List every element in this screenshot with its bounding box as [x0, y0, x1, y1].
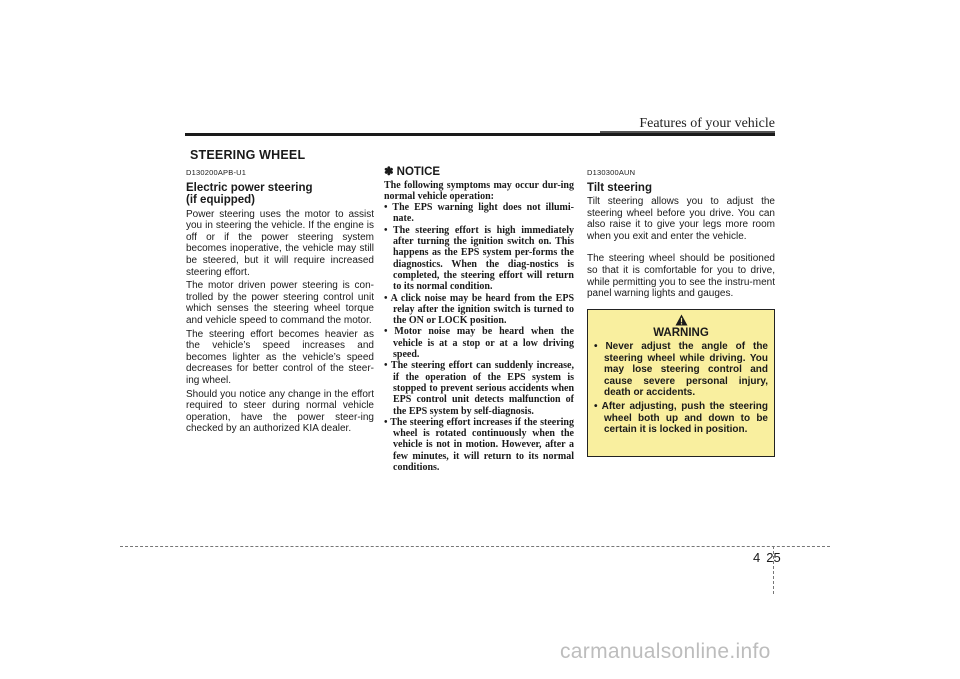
header-title: Features of your vehicle [639, 116, 775, 131]
subheading-line-2: (if equipped) [186, 194, 255, 207]
warning-item: • After adjusting, push the steering wheel both up and down to be certain it is locked in position. [594, 400, 768, 436]
subheading-tilt-steering: Tilt steering [587, 181, 652, 194]
warning-list [594, 341, 768, 436]
column-power-steering [186, 167, 374, 437]
page-number [753, 550, 793, 565]
warning-box [587, 309, 775, 457]
header-rule [185, 133, 775, 136]
notice-intro: The following symptoms may occur dur-ing normal vehicle operation: [384, 179, 574, 202]
section-title: STEERING WHEEL [190, 148, 306, 162]
notice-block [384, 167, 574, 473]
footer-rule [120, 546, 830, 547]
paragraph: Tilt steering allows you to adjust the steering wheel before you drive. You can also raise it to give your legs more room when you exit and enter the vehicle. [587, 196, 775, 242]
paragraph: The steering wheel should be positioned so that it is comfortable for you to drive, while permitting you to see the instru-ment panel warning lights and gauges. [587, 253, 775, 300]
section-code: D130200APB-U1 [186, 168, 247, 177]
subheading-line-1: Electric power steering [186, 181, 313, 194]
notice-item: • Motor noise may be heard when the vehicle is at a stop or at a low driving speed. [384, 326, 574, 361]
notice-item: • The steering effort increases if the steering wheel is rotated continuously when the vehicle is not in motion. However, after a few minutes, it will return to its normal conditions. [384, 416, 574, 474]
subheading-electric-power-steering [186, 182, 374, 207]
notice-item: • A click noise may be heard from the EPS relay after the ignition switch is turned to the ON or LOCK position. [384, 292, 574, 327]
paragraph: The motor driven power steering is con-trolled by the power steering control unit which senses the steering wheel torque and vehicle speed to command the motor. [186, 280, 374, 326]
paragraph: The steering effort becomes heavier as the vehicle’s speed increases and becomes lighter as the vehicle’s speed decreases for better control of the steer-ing wheel. [186, 328, 374, 386]
warning-triangle-icon [675, 314, 688, 326]
paragraph: Power steering uses the motor to assist you in steering the vehicle. If the engine is off or if the power steering system becomes inoperative, the vehicle may still be steered, but it will require increased steering effort. [186, 208, 374, 278]
chapter-number: 4 [753, 550, 761, 565]
notice-list [384, 202, 574, 473]
notice-star-icon: ✽ [384, 166, 394, 178]
warning-item: • Never adjust the angle of the steering wheel while driving. You may lose steering control and cause severe personal injury, death or accidents. [594, 341, 768, 399]
watermark: carmanualsonline.info [560, 640, 771, 663]
page-number-value: 25 [766, 550, 781, 565]
notice-heading [384, 167, 574, 179]
section-code: D130300AUN [587, 168, 636, 177]
notice-item: • The steering effort can suddenly increase, if the operation of the EPS system is stopped to prevent serious accidents when EPS control unit detects malfunction of the EPS system by self-diagnosis. [384, 360, 574, 417]
notice-item: • The EPS warning light does not illumi-nate. [384, 202, 574, 225]
column-tilt-steering [587, 167, 775, 302]
notice-title: NOTICE [396, 166, 441, 178]
warning-title: WARNING [653, 327, 709, 339]
notice-item: • The steering effort is high immediately after turning the ignition switch on. This happens as the EPS system per-forms the diagnostics. When the diag-nostics is completed, the steering effort will return to its normal condition. [384, 224, 574, 293]
paragraph: Should you notice any change in the effort required to steer during normal vehicle operation, have the power steer-ing checked by an authorized KIA dealer. [186, 388, 374, 435]
